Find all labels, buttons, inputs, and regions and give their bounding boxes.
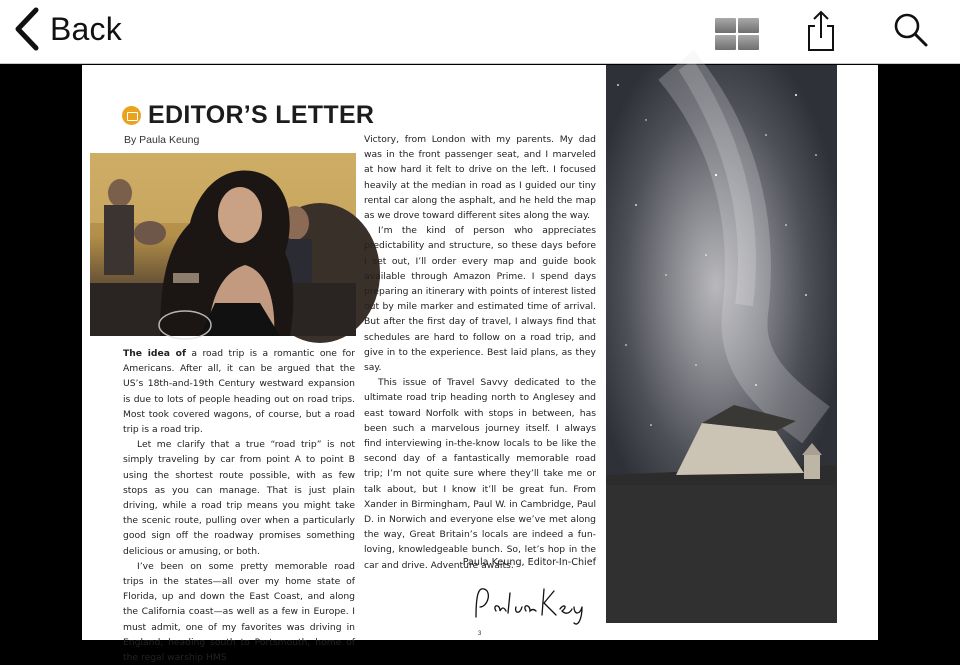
article-column-middle — [364, 132, 596, 573]
page-number: 3 — [478, 631, 482, 637]
byline: By Paula Keung — [124, 134, 200, 146]
back-button[interactable] — [14, 6, 122, 52]
paragraph: Let me clarify that a true “road trip” is not simply traveling by car from point A to point B using the shortest route possible, with as few stops as you can manage. That is just plain driving, while a road trip means you might take the scenic route, pulling over when a particularly good sign off the roadway promises something delicious or amusing, or both. — [123, 439, 355, 557]
editor-photo — [90, 153, 356, 336]
paragraph: This issue of Travel Savvy dedicated to the ultimate road trip heading north to Anglesey and east toward Norfolk with stops in between, has been such a marvelous journey itself. I always find interviewing in-the-know locals to be like the second day of a fantastically memorable road trip; I’m not quite sure where they’ll take me or talk about, but I know it’ll be great fun. From Xander in Birmingham, Paul W. in Cambridge, Paul D. in Norwich and everyone else we’ve met along the way, Great Britain’s locals are indeed a fun-loving, knowledgeable bunch. So, let’s hop in the car and drive. Adventure awaits. — [364, 377, 596, 571]
paragraph: I’m the kind of person who appreciates predictability and structure, so these days before I set out, I’ll order every map and guide book available through Amazon Prime. I spend days preparing an itinerary with points of interest listed out by mile marker and estimated time of arrival. But after the first day of travel, I always find that schedules are hard to follow on a road trip, and give in to the experience. Best laid plans, as they say. — [364, 225, 596, 374]
envelope-icon — [122, 106, 141, 125]
reader-toolbar — [0, 0, 960, 64]
back-label: Back — [50, 10, 122, 47]
signoff: Paula Keung, Editor-In-Chief — [462, 557, 596, 568]
search-icon[interactable] — [893, 12, 929, 48]
chevron-left-icon — [14, 7, 40, 51]
paragraph: The idea of a road trip is a romantic one for Americans. After all, it can be argued that the US’s 18th-and-19th Century westward expansion is due to lots of people heading out on road trips. Most took covered wagons, of course, but a road trip is a road trip. — [123, 348, 355, 436]
share-icon[interactable] — [804, 8, 838, 52]
article-column-left — [123, 346, 355, 665]
paragraph: Victory, from London with my parents. My dad was in the front passenger seat, and I marveled at how hard it felt to drive on the left. I focused heavily at the median in road as I guided our tiny rental car along the asphalt, and he held the map as we drove toward different sites along the way. — [364, 134, 596, 222]
signature-image — [470, 577, 590, 629]
milky-way-photo — [606, 65, 837, 623]
magazine-page[interactable] — [82, 65, 878, 664]
page-title: EDITOR’S LETTER — [148, 101, 375, 129]
thumbnail-grid-icon[interactable] — [714, 17, 760, 51]
article-heading — [122, 101, 374, 130]
lead-in: The idea of — [123, 348, 186, 359]
paragraph: I’ve been on some pretty memorable road trips in the states—all over my home state of Florida, up and down the East Coast, and along the California coast—as well as a few in Europe. I must admit, one of my favorites was driving in England, heading south to Portsmouth, home of the regal warship HMS — [123, 560, 355, 664]
